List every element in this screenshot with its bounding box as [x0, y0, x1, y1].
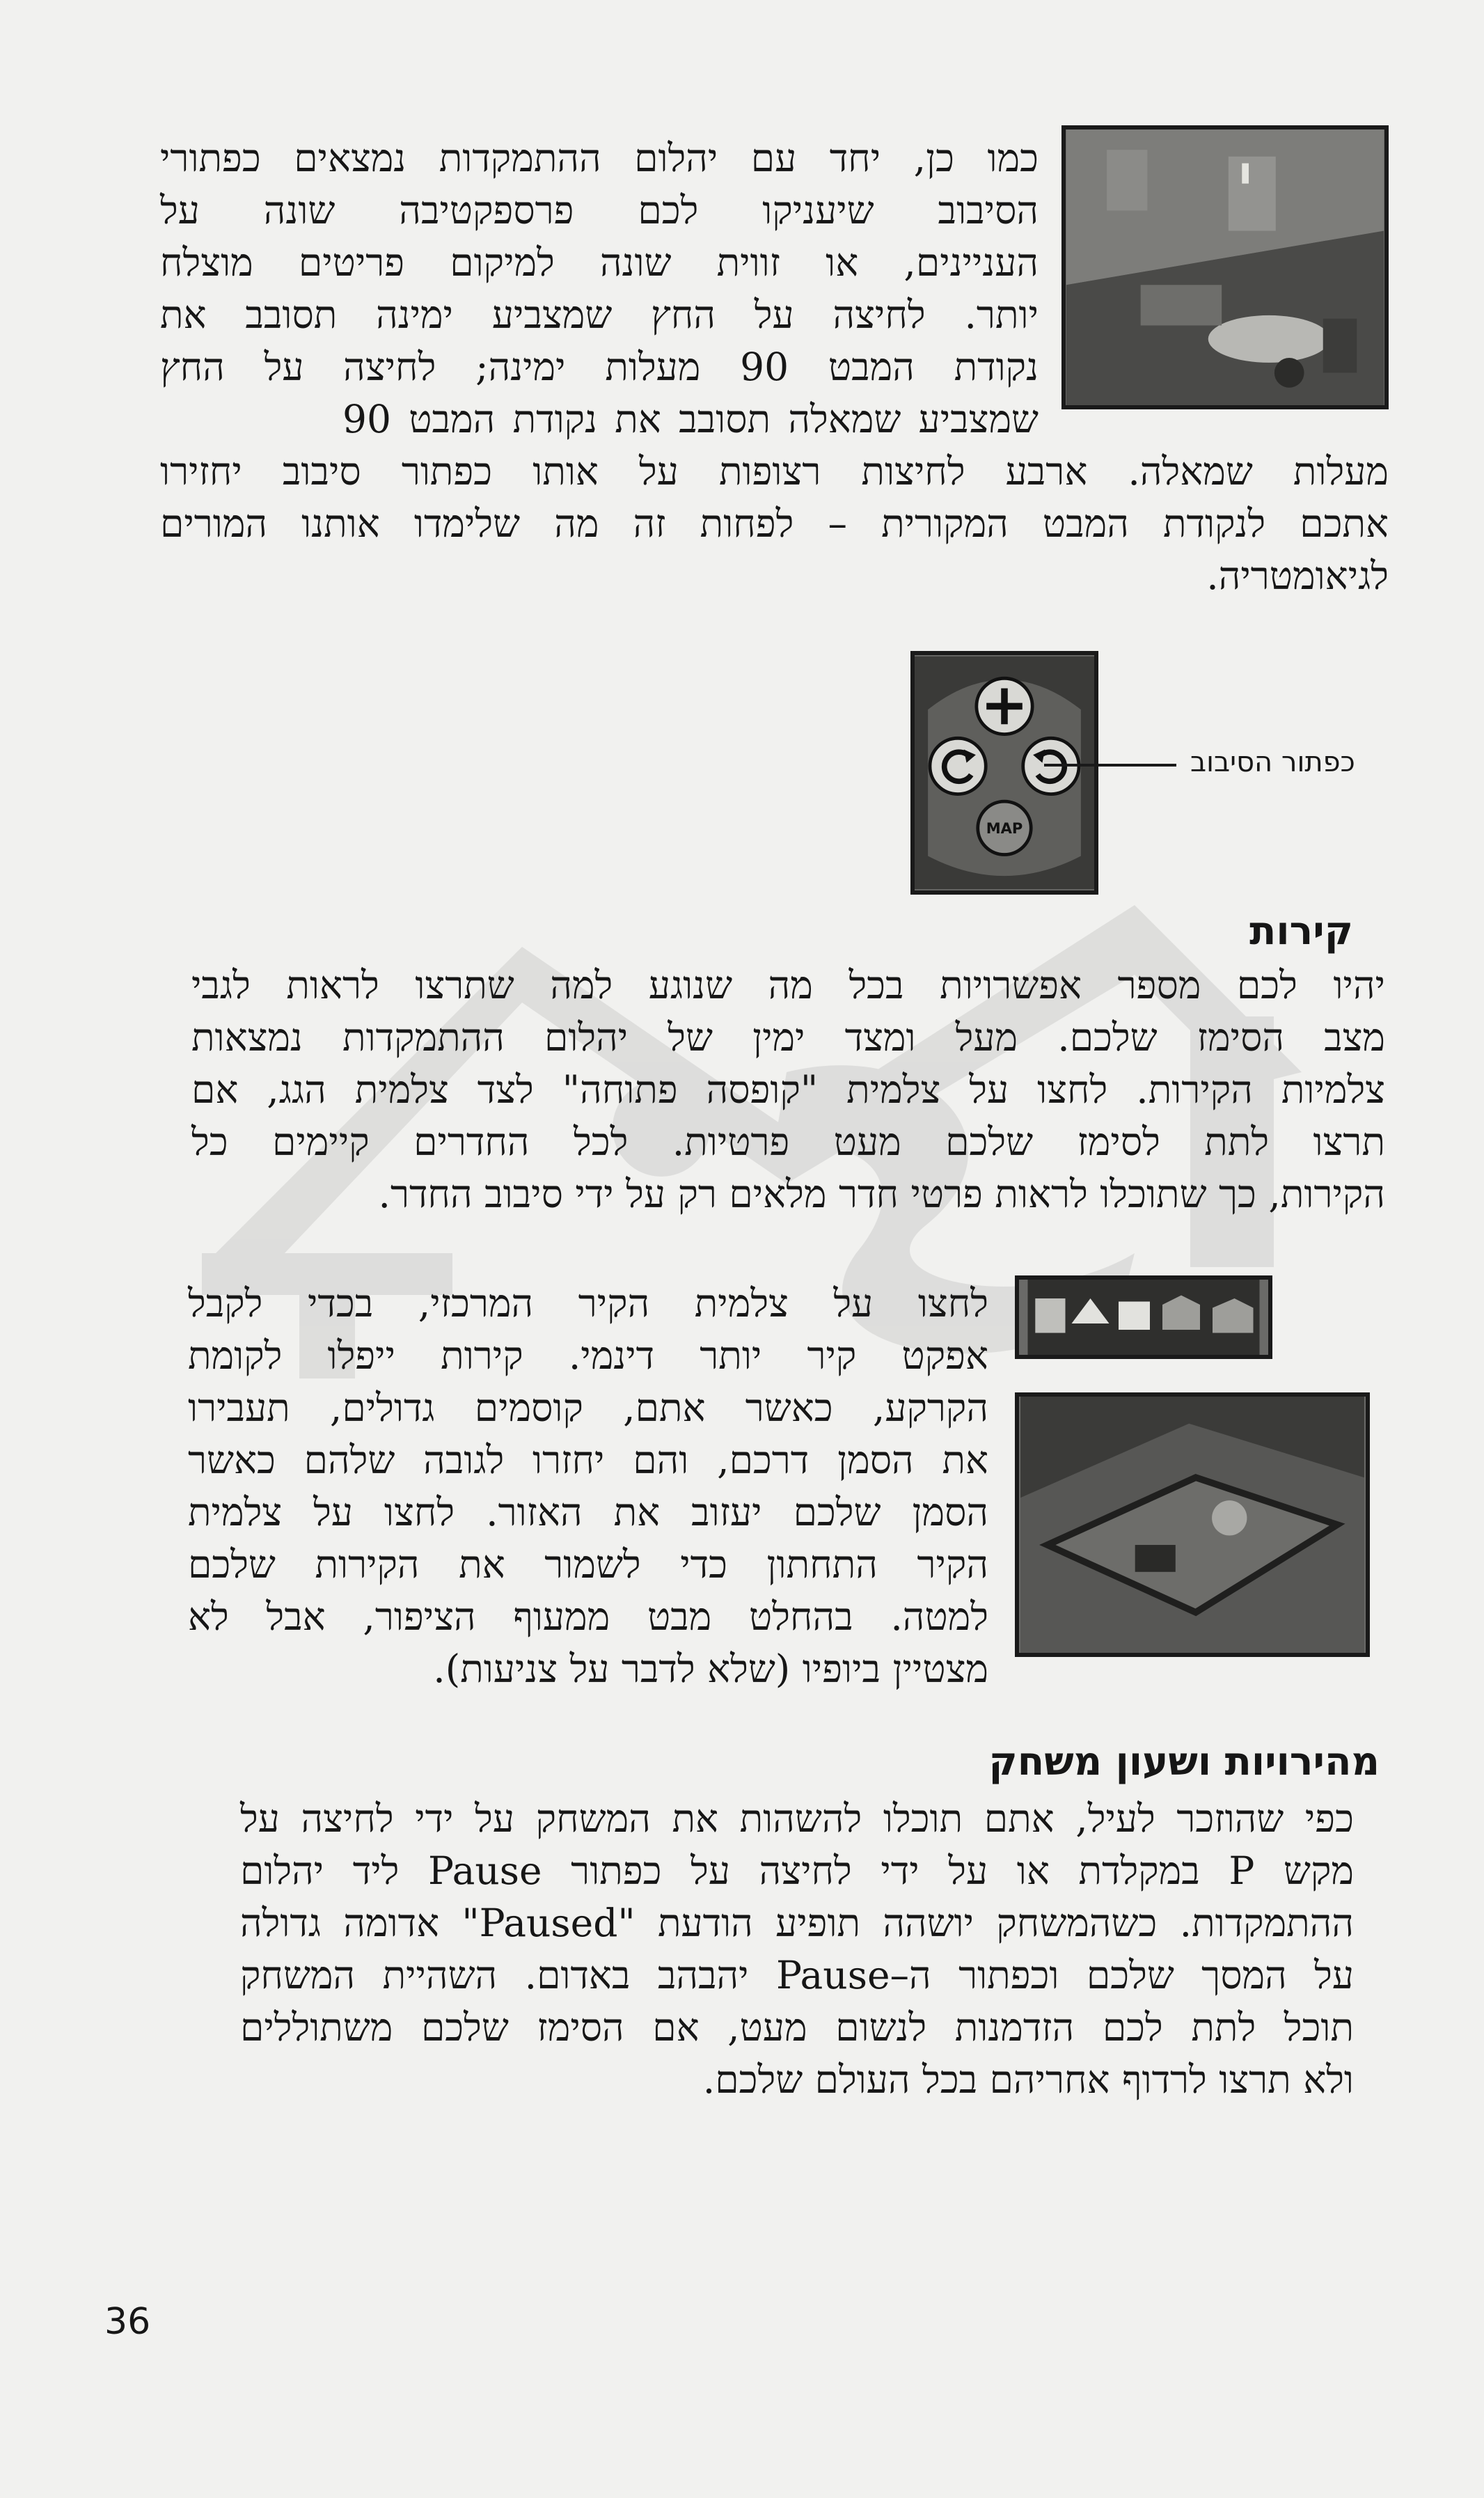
text-line: לחצו על צלמית הקיר המרכזי, בכדי לקבל — [188, 1281, 988, 1326]
rotation-paragraph — [160, 132, 1039, 446]
text-line: את הסמן דרכם, והם יחזרו לגובה שלהם כאשר — [188, 1438, 988, 1482]
text-line: הסמן שלכם יעזוב את האזור. לחצו על צלמית — [188, 1490, 988, 1534]
callout-leader-line — [1044, 764, 1176, 767]
text-line: ולא תרצו לרדוף אחריהם בכל העולם שלכם. — [702, 2057, 1354, 2102]
rotation-paragraph-continued — [160, 446, 1389, 602]
page-number: 36 — [104, 2301, 151, 2343]
text-line: העניינים, או זווית שונה למיקום פריטים מוצלח — [160, 240, 1039, 285]
text-line: הסיבוב שיעניקו לכם פרספקטיבה שונה על — [160, 188, 1039, 233]
text-line: כמו כן, יחד עם יהלום ההתמקדות נמצאים כפתורי — [160, 136, 1039, 180]
walls-side-paragraph — [188, 1278, 988, 1695]
text-line: כפי שהוזכר לעיל, אתם תוכלו להשהות את המשחק על ידי לחיצה על — [240, 1796, 1354, 1841]
roof-icon — [1035, 1298, 1065, 1333]
speed-clock-heading: מהירויות ושעון משחק — [988, 1739, 1380, 1784]
text-line: לגיאומטריה. — [1206, 553, 1389, 598]
text-line: מעלות שמאלה. ארבע לחיצות רצופות על אותו כפתור סיבוב יחזירו — [160, 449, 1389, 494]
text-line: מצטיין ביופיו (שלא לדבר על צניעות). — [433, 1647, 988, 1691]
text-line: תרצו לתת לסימז שלכם מעט פרטיות. לכל החדרים קיימים כל — [191, 1120, 1385, 1164]
text-line: שמצביע שמאלה תסובב את נקודת המבט 90 — [342, 397, 1039, 441]
text-line: יותר. לחיצה על החץ שמצביע ימינה תסובב את — [160, 292, 1039, 337]
speed-clock-paragraph — [240, 1793, 1354, 2106]
text-line: על המסך שלכם וכפתור ה–Pause יהבהב באדום. השהיית המשחק — [240, 1953, 1354, 1997]
rotate-button-callout: כפתור הסיבוב — [1190, 746, 1355, 778]
text-line: הקרקע, כאשר אתם, קוסמים גדולים, תעבירו — [188, 1385, 988, 1430]
text-line: ההתמקדות. כשהמשחק יושהה תופיע הודעת "Paused" אדומה גדולה — [240, 1901, 1354, 1945]
walls-cutaway-screenshot — [1015, 1392, 1370, 1657]
room-view-screenshot — [1061, 125, 1389, 409]
walls-paragraph — [191, 959, 1385, 1220]
text-line: מצב הסימז שלכם. מעל ומצד ימין של יהלום ההתמקדות נמצאות — [191, 1015, 1385, 1060]
text-line: מקש P במקלדת או על ידי לחיצה על כפתור Pause ליד יהלום — [240, 1848, 1354, 1893]
map-button-glyph: MAP — [986, 819, 1023, 837]
rotation-buttons-screenshot — [910, 651, 1098, 895]
text-line: צלמיות הקירות. לחצו על צלמית "קופסה פתוחה" לצד צלמית הגג, אם — [191, 1067, 1385, 1112]
text-line: למטה. בהחלט מבט ממעוף הציפור, אבל לא — [188, 1594, 988, 1639]
text-line: נקודת המבט 90 מעלות ימינה; לחיצה על החץ — [160, 345, 1039, 389]
wall-icons-screenshot — [1015, 1275, 1272, 1359]
text-line: אפקט קיר יותר דינמי. קירות ייפלו לקומת — [188, 1333, 988, 1378]
walls-heading: קירות — [1249, 909, 1353, 954]
text-line: הקיר התחתון כדי לשמור את הקירות שלכם — [188, 1542, 988, 1587]
text-line: יהיו לכם מספר אפשרויות בכל מה שנוגע למה שתרצו לראות לגבי — [191, 963, 1385, 1007]
rotate-left-icon — [930, 738, 986, 794]
text-line: תוכל לתת לכם הזדמנות לנשום מעט, אם הסימז שלכם משתוללים — [240, 2005, 1354, 2050]
text-line: אתכם לנקודת המבט המקורית – לפחות זה מה שלימדו אותנו המורים — [160, 501, 1389, 546]
text-line: הקירות, כך שתוכלו לראות פרטי חדר מלאים רק על ידי סיבוב החדר. — [378, 1172, 1385, 1216]
